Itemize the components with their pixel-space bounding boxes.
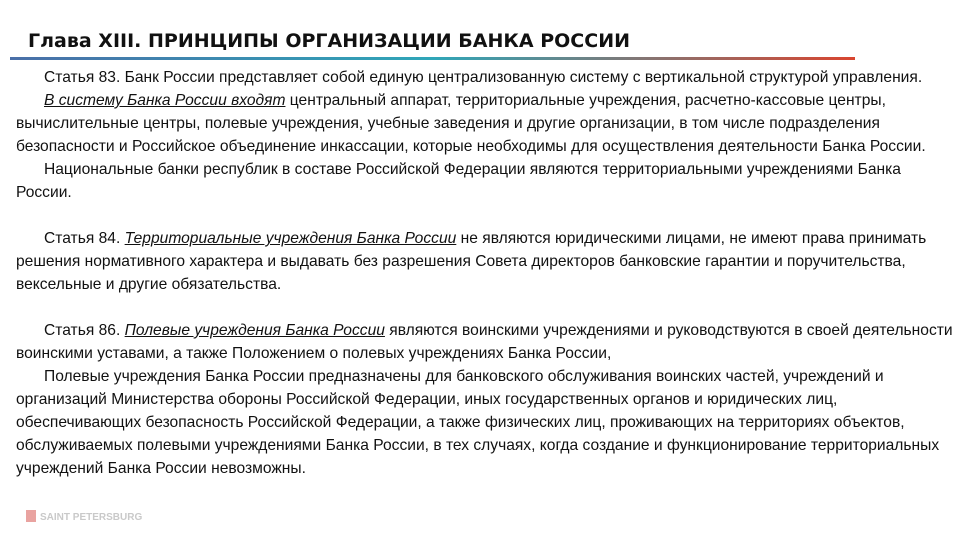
- article-84-text: не являются юридическими лицами, не имеют права принимать решения нормативного характера и выдавать без разрешения Совета директоров банковские гарантии и поручительства, вексельные и другие обязательства.: [16, 230, 927, 293]
- article-84-label: Статья 84.: [44, 230, 121, 247]
- page-title: Глава XIII. ПРИНЦИПЫ ОРГАНИЗАЦИИ БАНКА РОССИИ: [28, 30, 630, 52]
- logo-text: SAINT PETERSBURG: [40, 512, 143, 523]
- article-83-link: В систему Банка России входят: [44, 92, 286, 109]
- logo-watermark: [26, 510, 166, 526]
- article-86-link: Полевые учреждения Банка России: [124, 322, 385, 339]
- spacer: [16, 296, 956, 319]
- article-86-text-1: являются воинскими учреждениями и руководствуются в своей деятельности воинскими уставами, а также Положением о полевых учреждениях Банка России,: [16, 322, 953, 362]
- article-83-para-2: [16, 89, 956, 158]
- article-86-para-1: [16, 319, 956, 365]
- article-84-link: Территориальные учреждения Банка России: [124, 230, 457, 247]
- document-body: [16, 66, 956, 480]
- article-83-text-1: Банк России представляет собой единую централизованную систему с вертикальной структурой управления.: [120, 69, 923, 86]
- article-83-para-1: [16, 66, 956, 89]
- article-83-text-2: центральный аппарат, территориальные учреждения, расчетно-кассовые центры, вычислительные центры, полевые учреждения, учебные заведения и другие организации, в том числе подразделения безопасности и Российское объединение инкассации, которые необходимы для осуществления деятельности Банка России.: [16, 92, 926, 155]
- spacer: [16, 204, 956, 227]
- article-84-para: [16, 227, 956, 296]
- logo-mark-icon: [26, 510, 36, 522]
- article-83-para-3: Национальные банки республик в составе Российской Федерации являются территориальными учреждениями Банка России.: [16, 161, 901, 201]
- article-83-label: Статья 83.: [44, 69, 121, 86]
- article-86-para-2: Полевые учреждения Банка России предназначены для банковского обслуживания воинских частей, учреждений и организаций Министерства обороны Российской Федерации, иных государственных органов и юридических лиц, обеспечивающих безопасность Российской Федерации, а также физических лиц, проживающих на территориях объектов, обслуживаемых полевыми учреждениями Банка России, в тех случаях, когда создание и функционирование территориальных учреждений Банка России невозможны.: [16, 368, 940, 477]
- title-underline: [10, 57, 855, 60]
- article-86-label: Статья 86.: [44, 322, 121, 339]
